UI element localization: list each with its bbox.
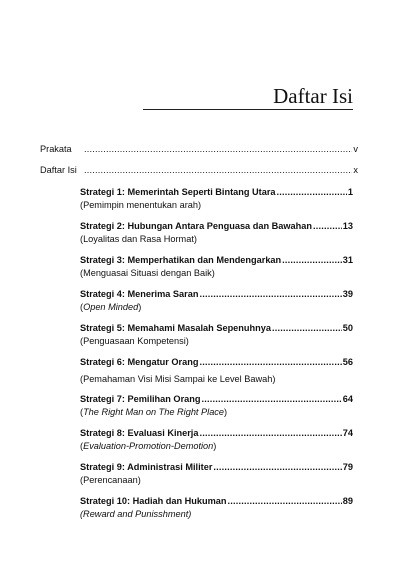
- toc-chapter-title: Strategi 4: Menerima Saran: [80, 289, 199, 299]
- page-title: Daftar Isi: [273, 84, 353, 108]
- toc-chapter-page: 50: [342, 323, 353, 333]
- toc-chapter-7: [80, 393, 353, 405]
- toc-chapter-title: Strategi 5: Memahami Masalah Sepenuhnya: [80, 323, 271, 333]
- toc-chapter-1: [80, 186, 353, 198]
- dot-leader: [282, 254, 342, 266]
- toc-chapter-5: [80, 322, 353, 334]
- toc-chapter-title: Strategi 7: Pemilihan Orang: [80, 394, 201, 404]
- dot-leader: [272, 322, 342, 334]
- toc-chapter-title: Strategi 8: Evaluasi Kinerja: [80, 428, 199, 438]
- subtitle-text: (Reward and Punisshment): [80, 509, 192, 519]
- dot-leader: [84, 164, 352, 176]
- toc-chapter-subtitle: (Menguasai Situasi dengan Baik): [80, 268, 215, 278]
- dot-leader: [202, 393, 342, 405]
- toc-chapter-page: 31: [342, 255, 353, 265]
- toc-chapter-4: [80, 288, 353, 300]
- toc-chapter-subtitle: (Evaluation-Promotion-Demotion): [80, 441, 217, 451]
- toc-chapter-subtitle: (Penguasaan Kompetensi): [80, 336, 189, 346]
- dot-leader: [199, 288, 341, 300]
- toc-entry-label: Prakata: [40, 144, 72, 154]
- toc-chapter-10: [80, 495, 353, 507]
- toc-chapter-subtitle: (Pemahaman Visi Misi Sampai ke Level Bawah): [80, 374, 276, 384]
- subtitle-text: Penguasaan Kompetensi: [83, 336, 186, 346]
- subtitle-text: The Right Man on The Right Place: [83, 407, 225, 417]
- toc-chapter-subtitle: (Open Minded): [80, 302, 142, 312]
- dot-leader: [199, 427, 341, 439]
- dot-leader: [313, 220, 342, 232]
- toc-chapter-8: [80, 427, 353, 439]
- toc-chapter-page: 13: [342, 221, 353, 231]
- toc-chapter-title: Strategi 9: Administrasi Militer: [80, 462, 213, 472]
- toc-entry-prakata: [40, 143, 358, 155]
- toc-chapter-3: [80, 254, 353, 266]
- toc-entry-label: Daftar Isi: [40, 165, 77, 175]
- toc-chapter-page: 39: [342, 289, 353, 299]
- toc-chapter-page: 74: [342, 428, 353, 438]
- toc-entry-daftar-isi: [40, 164, 358, 176]
- toc-chapter-title: Strategi 2: Hubungan Antara Penguasa dan Bawahan: [80, 221, 312, 231]
- toc-chapter-page: 1: [347, 187, 353, 197]
- toc-chapter-subtitle: [80, 508, 191, 520]
- toc-chapter-title: Strategi 10: Hadiah dan Hukuman: [80, 496, 227, 506]
- toc-entry-page: x: [353, 165, 358, 175]
- dot-leader: [213, 461, 341, 473]
- subtitle-text: Perencanaan: [83, 475, 138, 485]
- toc-chapter-subtitle: (Perencanaan): [80, 475, 141, 485]
- toc-chapter-subtitle: (Loyalitas dan Rasa Hormat): [80, 234, 197, 244]
- dot-leader: [84, 143, 352, 155]
- toc-chapter-subtitle: (The Right Man on The Right Place): [80, 407, 228, 417]
- toc-chapter-page: 89: [342, 496, 353, 506]
- toc-chapter-page: 56: [342, 357, 353, 367]
- subtitle-text: Pemimpin menentukan arah: [83, 200, 198, 210]
- dot-leader: [277, 186, 347, 198]
- toc-chapter-page: 79: [342, 462, 353, 472]
- toc-chapter-2: [80, 220, 353, 232]
- subtitle-text: Open Minded: [83, 302, 139, 312]
- toc-chapter-9: [80, 461, 353, 473]
- toc-chapter-page: 64: [342, 394, 353, 404]
- toc-chapter-title: Strategi 6: Mengatur Orang: [80, 357, 199, 367]
- subtitle-text: Pemahaman Visi Misi Sampai ke Level Bawah: [83, 374, 273, 384]
- title-underline: [143, 109, 353, 110]
- subtitle-text: Evaluation-Promotion-Demotion: [83, 441, 214, 451]
- toc-entry-page: v: [353, 144, 358, 154]
- toc-chapter-title: Strategi 1: Memerintah Seperti Bintang Utara: [80, 187, 276, 197]
- toc-chapter-subtitle: (Pemimpin menentukan arah): [80, 200, 202, 210]
- subtitle-text: Menguasai Situasi dengan Baik: [83, 268, 212, 278]
- dot-leader: [199, 356, 341, 368]
- toc-chapter-title: Strategi 3: Memperhatikan dan Mendengarkan: [80, 255, 282, 265]
- subtitle-text: Loyalitas dan Rasa Hormat: [83, 234, 194, 244]
- dot-leader: [228, 495, 342, 507]
- toc-chapter-6: [80, 356, 353, 368]
